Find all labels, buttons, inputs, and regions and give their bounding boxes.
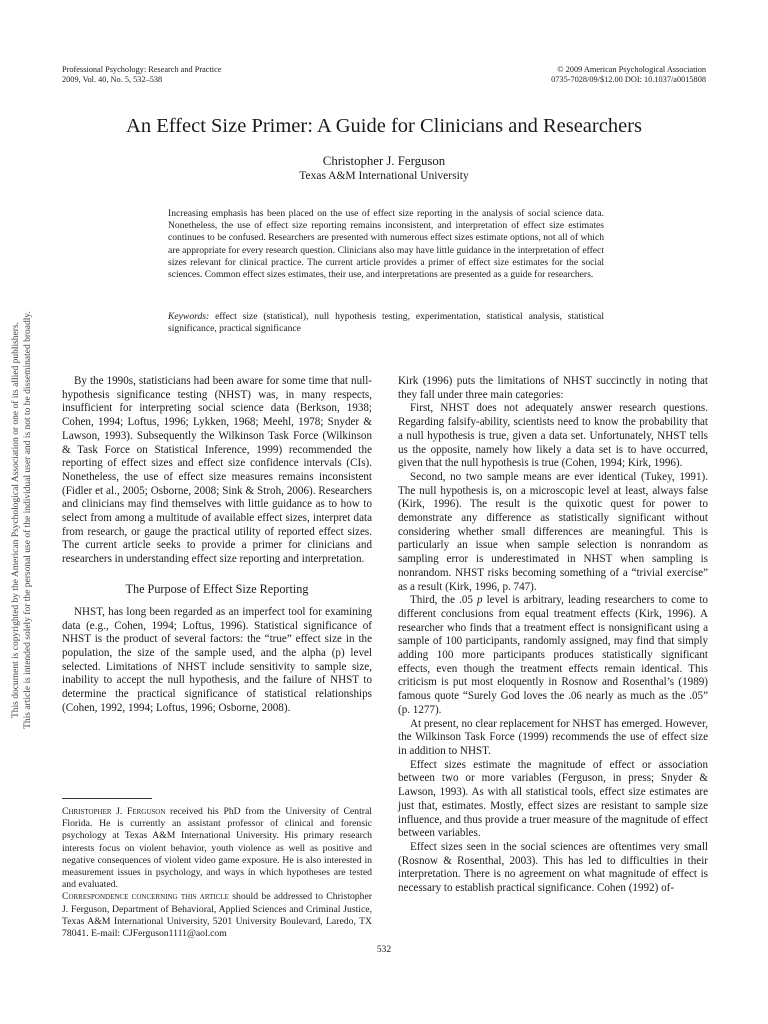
paragraph: First, NHST does not adequately answer research questions. Regarding falsify-ability, scientists need to know the probability that a null hypothesis is true, given a data set. Unfortunately, NHST tells us the opposite, namely how likely a data set is to have occurred, given that the null hypothesis is true (Cohen, 1994; Kirk, 1996).	[398, 402, 708, 470]
left-column	[62, 375, 372, 715]
purpose-paragraph: NHST, has long been regarded as an imperfect tool for examining data (e.g., Cohen, 1994; Loftus, 1996). Statistical significance of NHST is the product of several factors: the “true” effect size in the population, the size of the sample used, and the alpha (p) level selected. Limitations of NHST include sensitivity to sample size, inability to accept the null hypothesis, and the failure of NHST to determine the practical significance of statistical relationships (Cohen, 1992, 1994; Loftus, 1996; Osborne, 2008).	[62, 605, 372, 714]
journal-volume: 2009, Vol. 40, No. 5, 532–538	[62, 75, 163, 84]
paragraph: Effect sizes seen in the social sciences are oftentimes very small (Rosnow & Rosenthal, 2003). This has led to difficulties in their interpretation. There is no agreement on what magnitude of effect is necessary to establish practical significance. Cohen (1992) of-	[398, 840, 708, 895]
paragraph	[398, 594, 708, 717]
section-heading: The Purpose of Effect Size Reporting	[125, 581, 309, 596]
abstract: Increasing emphasis has been placed on the use of effect size reporting in the analysis of social science data. Nonetheless, the use of effect size reporting remains inconsistent, and interpretation of effect size estimates continues to be confused. Researchers are presented with numerous effect sizes estimate options, not all of which are appropriate for every research question. Clinicians also may have little guidance in the interpretation of effect sizes relevant for clinical practice. The current article provides a primer of effect size estimates for the social sciences. Common effect sizes estimates, their use, and interpretations are presented as a guide for researchers.	[168, 208, 604, 281]
copyright-side-note	[4, 290, 40, 750]
bio-text: received his PhD from the University of Central Florida. He is currently an assistant professor of clinical and forensic psychology at Texas A&M International University. His primary research interests focus on violent behavior, youth violence as well as positive and negative consequences of violent video game exposure. He is also interested in measurement issues in psychology, and ways in which hypotheses are tested and evaluated.	[62, 806, 372, 891]
intro-paragraph: By the 1990s, statisticians had been aware for some time that null-hypothesis significance testing (NHST) was, in many respects, insufficient for interpreting social science data (Berkson, 1938; Cohen, 1994; Loftus, 1996; Lykken, 1968; Meehl, 1978; Snyder & Lawson, 1993). Subsequently the Wilkinson Task Force (Wilkinson & Task Force on Statistical Inference, 1999) recommended the reporting of effect sizes and effect size confidence intervals (CIs). Nonetheless, the use of effect size measures remains inconsistent (Fidler et al., 2005; Osborne, 2008; Sink & Stroh, 2006). Researchers and clinicians may find themselves with little guidance as to how to select from among a multitude of available effect sizes, interpret data from research, or gauge the practical utility of reported effect sizes. The current article seeks to provide a primer for clinicians and researchers in understanding effect size reporting and interpretation.	[62, 375, 372, 566]
text-segment: Third, the .05	[410, 594, 477, 607]
copyright-header	[551, 65, 706, 85]
paragraph: Effect sizes estimate the magnitude of effect or association between two or more variables (Ferguson, in press; Snyder & Lawson, 1993). As with all statistical tools, effect size estimates are just that, estimates. Mostly, effect sizes are resistant to sample size influence, and thus provide a truer measure of the magnitude of effect between variables.	[398, 758, 708, 840]
author-bio	[62, 806, 372, 891]
side-note-line-1: This document is copyrighted by the American Psychological Association or one of its allied publishers.	[11, 321, 21, 719]
keywords-label: Keywords:	[168, 311, 210, 322]
paragraph: Kirk (1996) puts the limitations of NHST succinctly in noting that they fall under three main categories:	[398, 375, 708, 401]
keywords	[168, 311, 604, 335]
article-title: An Effect Size Primer: A Guide for Clinicians and Researchers	[126, 115, 642, 137]
keywords-text: effect size (statistical), null hypothesis testing, experimentation, statistical analysis, statistical significance, practical significance	[168, 311, 604, 335]
page-number: 532	[376, 945, 392, 955]
author-name: Christopher J. Ferguson	[322, 154, 446, 168]
right-column	[398, 375, 708, 896]
journal-name: Professional Psychology: Research and Practice	[62, 65, 222, 74]
doi-line: 0735-7028/09/$12.00 DOI: 10.1037/a0015808	[551, 75, 706, 84]
author-footnote	[62, 806, 372, 940]
correspondence	[62, 891, 372, 940]
p-symbol: p	[477, 594, 483, 607]
correspondence-label: Correspondence concerning this article	[62, 891, 229, 903]
footnote-divider	[62, 798, 152, 799]
text-segment: level is arbitrary, leading researchers to come to different conclusions from equal treatment effects (Kirk, 1996). A researcher who finds that a treatment effect is nonsignificant using a sample of 100 participants, randomly assigned, may find that simply adding 100 more participants produces statistically significant effects, even though the treatment effects remain identical. This criticism is put most eloquently in Rosnow and Rosenthal’s (1989) famous quote “Surely God loves the .06 nearly as much as the .05” (p. 1277).	[398, 594, 708, 716]
author-affiliation: Texas A&M International University	[299, 170, 469, 182]
bio-name: Christopher J. Ferguson	[62, 806, 166, 817]
side-note-line-2: This article is intended solely for the personal use of the individual user and is not to be disseminated broadly.	[23, 311, 33, 729]
correspondence-text: should be addressed to Christopher J. Ferguson, Department of Behavioral, Applied Sciences and Criminal Justice, Texas A&M International University, 5201 University Boulevard, Laredo, TX 78041. E-mail: CJFerguson1111@aol.com	[62, 891, 373, 940]
copyright-line: © 2009 American Psychological Association	[557, 65, 706, 74]
paragraph: At present, no clear replacement for NHST has emerged. However, the Wilkinson Task Force (1999) recommends the use of effect size in addition to NHST.	[398, 717, 708, 757]
paragraph: Second, no two sample means are ever identical (Tukey, 1991). The null hypothesis is, on a microscopic level at least, always false (Kirk, 1996). The result is the quixotic quest for power to demonstrate any difference as statistically significant without considering whether small differences are meaningful. This is particularly an issue when sample selection is nonrandom as sampling error is underestimated in NHST when sampling is nonrandom. NHST risks becoming something of a “trivial exercise” as a result (Kirk, 1996, p. 747).	[398, 470, 708, 593]
journal-header	[62, 65, 221, 85]
